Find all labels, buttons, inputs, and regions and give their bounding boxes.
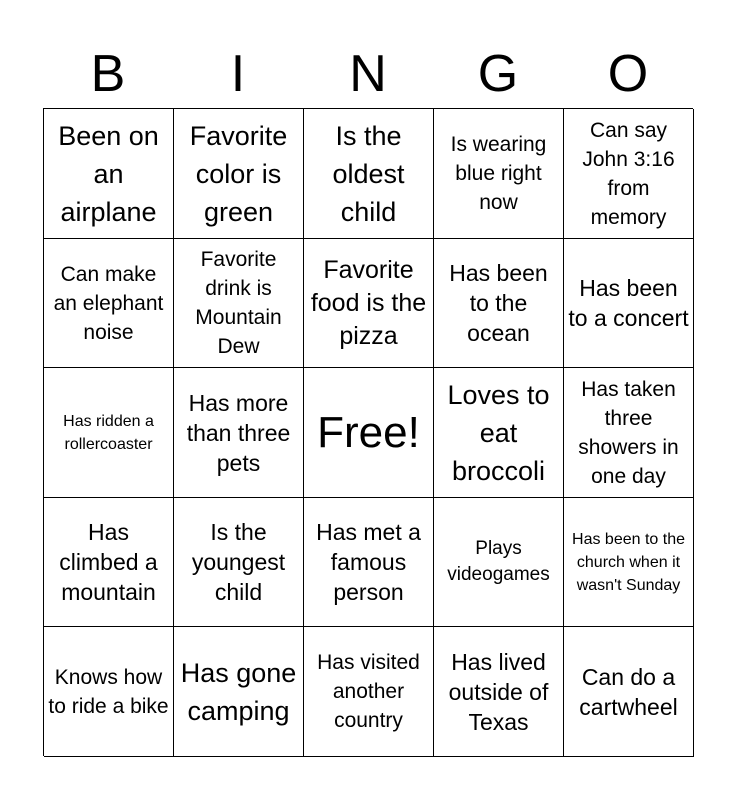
header-letter-g: G bbox=[477, 45, 519, 103]
cell-text: Favorite food is the pizza bbox=[310, 255, 427, 350]
header-letter-o: O bbox=[607, 45, 649, 103]
header-letter-i: I bbox=[230, 45, 246, 103]
bingo-cell[interactable] bbox=[434, 498, 564, 627]
cell-text: Has lived outside of Texas bbox=[448, 648, 549, 735]
bingo-cell[interactable] bbox=[434, 627, 564, 757]
cell-text: Has met a famous person bbox=[316, 519, 421, 605]
cell-text: Plays videogames bbox=[447, 538, 550, 585]
cell-text: Has been to the ocean bbox=[449, 260, 548, 346]
free-space-cell[interactable] bbox=[304, 368, 434, 498]
cell-text: Can make an elephant noise bbox=[53, 262, 164, 344]
cell-text: Is the youngest child bbox=[191, 519, 286, 605]
bingo-cell[interactable] bbox=[434, 368, 564, 498]
cell-text: Favorite color is green bbox=[189, 120, 288, 227]
bingo-cell[interactable] bbox=[304, 239, 434, 368]
cell-text: Can do a cartwheel bbox=[579, 663, 678, 720]
bingo-cell[interactable] bbox=[434, 109, 564, 239]
bingo-cell[interactable] bbox=[564, 498, 694, 627]
cell-text: Is the oldest child bbox=[332, 120, 405, 227]
cell-text: Has ridden a rollercoaster bbox=[63, 412, 154, 453]
cell-text: Loves to eat broccoli bbox=[447, 379, 550, 486]
bingo-cell[interactable] bbox=[174, 368, 304, 498]
cell-text: Can say John 3:16 from memory bbox=[582, 118, 675, 229]
cell-text: Has taken three showers in one day bbox=[578, 377, 679, 488]
cell-text: Has been to the church when it wasn't Sunday bbox=[572, 530, 685, 594]
bingo-cell[interactable] bbox=[434, 239, 564, 368]
cell-text: Has been to a concert bbox=[568, 275, 689, 331]
cell-text: Has visited another country bbox=[317, 651, 420, 732]
bingo-cell[interactable] bbox=[44, 498, 174, 627]
cell-text: Knows how to ride a bike bbox=[48, 665, 169, 718]
cell-text: Favorite drink is Mountain Dew bbox=[195, 248, 282, 358]
bingo-cell[interactable] bbox=[174, 239, 304, 368]
bingo-cell[interactable] bbox=[174, 109, 304, 239]
bingo-cell[interactable] bbox=[174, 498, 304, 627]
bingo-cell[interactable] bbox=[304, 627, 434, 757]
bingo-cell[interactable] bbox=[304, 498, 434, 627]
cell-text: Been on an airplane bbox=[58, 120, 159, 227]
bingo-header bbox=[43, 40, 693, 108]
bingo-cell[interactable] bbox=[564, 368, 694, 498]
bingo-cell[interactable] bbox=[564, 239, 694, 368]
bingo-cell[interactable] bbox=[44, 109, 174, 239]
free-space-text: Free! bbox=[317, 407, 420, 457]
bingo-cell[interactable] bbox=[174, 627, 304, 757]
bingo-cell[interactable] bbox=[44, 368, 174, 498]
cell-text: Is wearing blue right now bbox=[450, 133, 547, 214]
bingo-cell[interactable] bbox=[44, 627, 174, 757]
bingo-cell[interactable] bbox=[564, 627, 694, 757]
bingo-cell[interactable] bbox=[304, 109, 434, 239]
cell-text: Has more than three pets bbox=[186, 389, 291, 476]
bingo-cell[interactable] bbox=[44, 239, 174, 368]
header-letter-n: N bbox=[349, 45, 387, 103]
header-letter-b: B bbox=[90, 45, 126, 103]
bingo-cell[interactable] bbox=[564, 109, 694, 239]
cell-text: Has gone camping bbox=[180, 657, 297, 726]
cell-text: Has climbed a mountain bbox=[59, 519, 158, 605]
bingo-grid bbox=[43, 108, 693, 756]
